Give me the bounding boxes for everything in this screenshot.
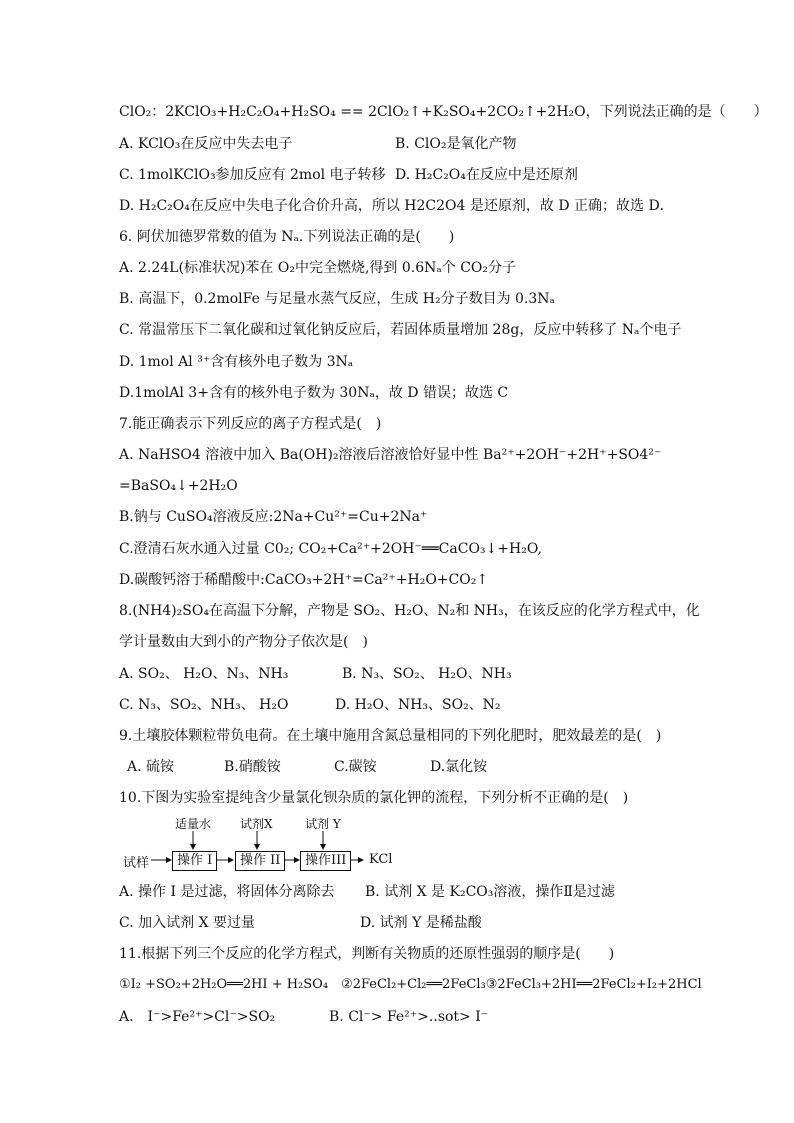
q11-stem: 11.根据下列三个反应的化学方程式，判断有关物质的还原性强弱的顺序是( )	[119, 946, 615, 962]
q8-option-c: C. N₃、SO₂、NH₃、 H₂O	[119, 697, 289, 713]
q5-stem: ClO₂：2KClO₃+H₂C₂O₄+H₂SO₄ == 2ClO₂↑+K₂SO₄+2CO₂↑+2H₂O，下列说法正确的是（ ）	[119, 104, 768, 120]
q7-option-d: D.碳酸钙溶于稀醋酸中:CaCO₃+2H⁺=Ca²⁺+H₂O+CO₂↑	[119, 572, 489, 588]
purification-flowchart	[119, 815, 419, 875]
q7-option-c: C.澄清石灰水通入过量 C0₂; CO₂+Ca²⁺+2OH⁻══CaCO₃↓+H₂O,	[119, 541, 542, 557]
q11-option-b: B. Cl⁻> Fe²⁺>..sot> I⁻	[329, 1009, 489, 1025]
q10-option-b: B. 试剂 X 是 K₂CO₃溶液，操作Ⅱ是过滤	[365, 884, 615, 900]
q6-option-c: C. 常温常压下二氧化碳和过氧化钠反应后，若固体质量增加 28g，反应中转移了 Nₐ个电子	[119, 322, 682, 338]
q7-option-a: A. NaHSO4 溶液中加入 Ba(OH)₂溶液后溶液恰好显中性 Ba²⁺+2OH⁻+2H⁺+SO4²⁻	[119, 447, 662, 463]
q10-option-d: D. 试剂 Y 是稀盐酸	[360, 915, 482, 931]
q5-option-c: C. 1molKClO₃参加反应有 2mol 电子转移	[119, 167, 386, 183]
q8-option-b: B. N₃、SO₂、 H₂O、NH₃	[342, 666, 512, 682]
q9-option-b: B.硝酸铵	[224, 759, 281, 775]
flowchart-op3-box: 操作III	[300, 851, 351, 871]
q8-stem-cont: 学计量数由大到小的产物分子依次是( )	[119, 634, 368, 650]
flowchart-reagent-y-label: 试剂 Y	[305, 817, 341, 831]
q6-stem: 6. 阿伏加德罗常数的值为 Nₐ.下列说法正确的是( )	[119, 229, 455, 245]
q5-option-a: A. KClO₃在反应中失去电子	[119, 136, 293, 152]
q6-option-b: B. 高温下，0.2molFe 与足量水蒸气反应，生成 H₂分子数目为 0.3Nₐ	[119, 291, 555, 307]
q6-option-a: A. 2.24L(标准状况)苯在 O₂中完全燃烧,得到 0.6Nₐ个 CO₂分子	[119, 260, 517, 276]
flowchart-op2-box: 操作 II	[235, 851, 285, 871]
q6-explanation: D.1molAl 3+含有的核外电子数为 30Nₐ，故 D 错误；故选 C	[119, 385, 509, 401]
q7-option-b: B.钠与 CuSO₄溶液反应:2Na+Cu²⁺=Cu+2Na⁺	[119, 509, 428, 525]
flowchart-op1-box: 操作 I	[172, 851, 217, 871]
q5-explanation: D. H₂C₂O₄在反应中失电子化合价升高，所以 H2C2O4 是还原剂，故 D 正确；故选 D．	[119, 198, 674, 214]
q11-equations: ①I₂ +SO₂+2H₂O══2HI + H₂SO₄ ②2FeCl₂+Cl₂══2FeCl₃③2FeCl₃+2HI══2FeCl₂+I₂+2HCl	[119, 977, 702, 992]
q9-option-c: C.碳铵	[334, 759, 377, 775]
flowchart-input: 试样	[123, 856, 150, 871]
q8-option-d: D. H₂O、NH₃、SO₂、N₂	[335, 697, 501, 713]
flowchart-water-label: 适量水	[175, 817, 212, 831]
q10-option-a: A. 操作 I 是过滤，将固体分离除去	[119, 884, 335, 900]
q9-stem: 9.土壤胶体颗粒带负电荷。在土壤中施用含氮总量相同的下列化肥时，肥效最差的是( )	[119, 728, 662, 744]
q10-stem: 10.下图为实验室提纯含少量氯化钡杂质的氯化钾的流程，下列分析不正确的是( )	[119, 790, 629, 806]
q9-option-a: A. 硫铵	[127, 759, 175, 775]
flowchart-reagent-x-label: 试剂X	[240, 817, 273, 831]
q7-option-a-cont: =BaSO₄↓+2H₂O	[119, 478, 238, 494]
q8-option-a: A. SO₂、 H₂O、N₃、NH₃	[119, 666, 289, 682]
flowchart-output: KCl	[369, 852, 393, 867]
q7-stem: 7.能正确表示下列反应的离子方程式是( )	[119, 416, 382, 432]
q10-option-c: C. 加入试剂 X 要过量	[119, 915, 255, 931]
q8-stem: 8.(NH4)₂SO₄在高温下分解，产物是 SO₂、H₂O、N₂和 NH₃，在该反应的化学方程式中，化	[119, 603, 700, 619]
q5-option-d: D. H₂C₂O₄在反应中是还原剂	[395, 167, 578, 183]
q11-option-a: A. I⁻>Fe²⁺>Cl⁻>SO₂	[119, 1009, 276, 1025]
q5-option-b: B. ClO₂是氧化产物	[395, 136, 517, 152]
q6-option-d: D. 1mol Al ³⁺含有核外电子数为 3Nₐ	[119, 354, 354, 370]
q9-option-d: D.氯化铵	[430, 759, 488, 775]
